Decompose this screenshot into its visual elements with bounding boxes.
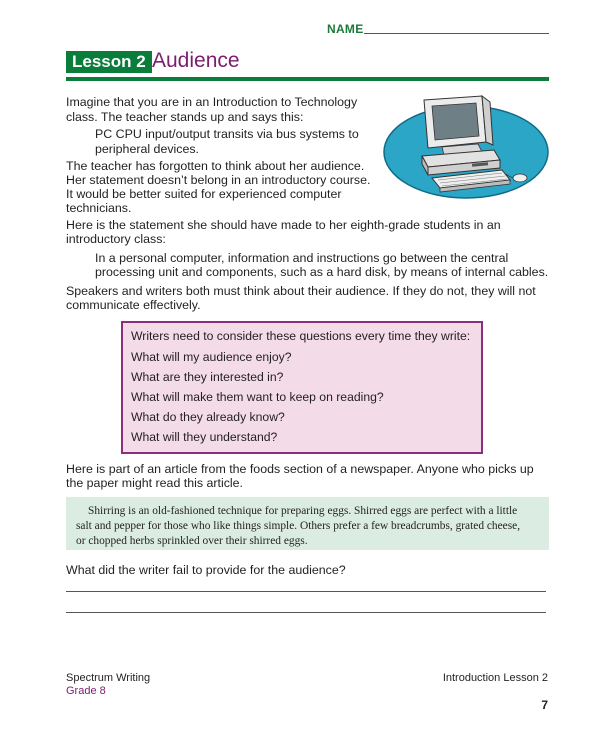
question-5: What will they understand? <box>131 430 278 444</box>
answer-line-1[interactable] <box>66 591 546 592</box>
name-label: NAME <box>327 22 364 36</box>
should-line-2: introductory class: <box>66 232 166 246</box>
speakers-line-2: communicate effectively. <box>66 298 201 312</box>
forgot-line-1: The teacher has forgotten to think about her audience. <box>66 159 365 173</box>
footer-section: Introduction Lesson 2 <box>442 672 548 684</box>
footer-grade: Grade 8 <box>66 685 106 697</box>
article-intro-line-2: the paper might read this article. <box>66 476 244 490</box>
page-number: 7 <box>541 698 548 712</box>
intro-line-1: Imagine that you are in an Introduction to Technology <box>66 95 358 109</box>
question-3: What will make them want to keep on reading? <box>131 390 384 404</box>
article-intro-line-1: Here is part of an article from the foods section of a newspaper. Anyone who picks up <box>66 462 534 476</box>
intro-line-2: class. The teacher stands up and says this: <box>66 110 304 124</box>
article-excerpt <box>66 497 549 550</box>
lesson-title: Audience <box>152 49 240 72</box>
questions-intro: Writers need to consider these questions every time they write: <box>131 329 471 343</box>
footer-brand: Spectrum Writing <box>66 672 151 684</box>
better-quote-line-2: processing unit and components, such as a hard disk, by means of internal cables. <box>95 265 549 279</box>
forgot-line-3: It would be better suited for experienced computer <box>66 187 342 201</box>
article-line-2: salt and pepper for those who like things simple. Others prefer a few breadcrumbs, grated cheese, <box>76 520 521 533</box>
question-2: What are they interested in? <box>131 370 284 384</box>
question-prompt: What did the writer fail to provide for the audience? <box>66 563 346 577</box>
teacher-quote-line-2: peripheral devices. <box>95 142 200 156</box>
question-4: What do they already know? <box>131 410 285 424</box>
article-line-1: Shirring is an old-fashioned technique for preparing eggs. Shirred eggs are perfect with a little <box>88 505 518 517</box>
forgot-line-4: technicians. <box>66 201 132 215</box>
answer-line-2[interactable] <box>66 612 546 613</box>
should-line-1: Here is the statement she should have made to her eighth-grade students in an <box>66 218 501 232</box>
computer-illustration <box>382 90 552 202</box>
name-line[interactable] <box>364 33 549 34</box>
question-1: What will my audience enjoy? <box>131 350 292 364</box>
lesson-badge: Lesson 2 <box>66 51 152 73</box>
article-line-3: or chopped herbs sprinkled over their shirred eggs. <box>76 535 308 548</box>
title-rule <box>66 77 549 81</box>
teacher-quote-line-1: PC CPU input/output transits via bus systems to <box>95 127 359 141</box>
better-quote-line-1: In a personal computer, information and instructions go between the central <box>95 251 509 265</box>
forgot-line-2: Her statement doesn’t belong in an introductory course. <box>66 173 371 187</box>
questions-box <box>121 321 483 454</box>
speakers-line-1: Speakers and writers both must think about their audience. If they do not, they will not <box>66 284 536 298</box>
